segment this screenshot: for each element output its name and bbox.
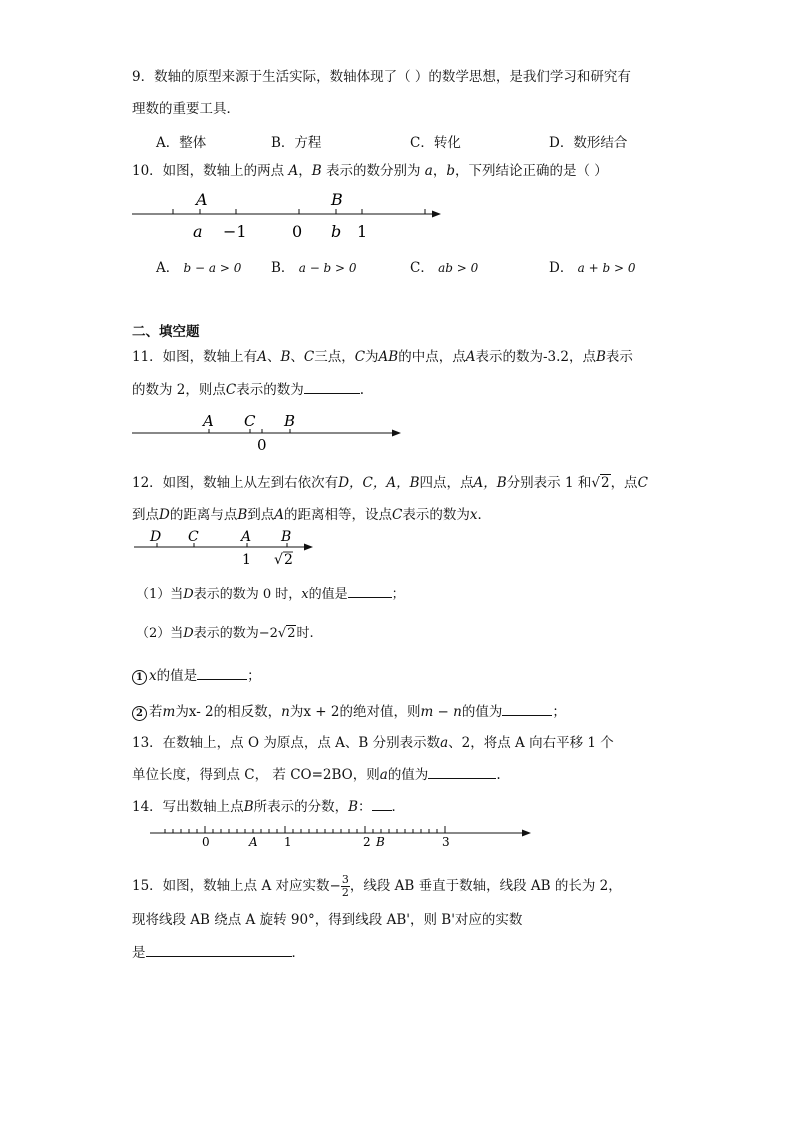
q15-answer-blank[interactable] (146, 943, 292, 957)
q12-item2: 2 若m为x- 2的相反数，n为x + 2的绝对值，则m − n的值为 ； (132, 702, 566, 721)
section-title-fill-in: 二、填空题 (132, 324, 200, 340)
q10-label-neg1: −1 (223, 222, 247, 241)
q10-option-a[interactable]: A． b − a > 0 (156, 260, 242, 276)
circled-number-1: 1 (132, 670, 147, 685)
q11-label-0: 0 (257, 436, 267, 454)
q14-answer-blank[interactable] (372, 797, 392, 811)
q12-item2-blank[interactable] (502, 702, 552, 716)
q9-option-b[interactable]: B．方程 (271, 135, 322, 151)
q14-label-A: A (249, 835, 258, 849)
q10-label-1: 1 (357, 222, 368, 241)
q9-option-d[interactable]: D．数形结合 (549, 135, 628, 151)
q12-label-B: B (281, 529, 292, 545)
q11-line2: 的数为 2，则点C表示的数为 . (132, 382, 365, 398)
q11-label-A: A (203, 412, 214, 430)
q9-line2: 理数的重要工具． (132, 101, 240, 117)
q12-sqrt2: √2 (591, 475, 610, 491)
q13-line1: 13．在数轴上，点 O 为原点，点 A、B 分别表示数a、2，将点 A 向右平移 1 个 (132, 735, 614, 751)
q15-line1: 15．如图，数轴上点 A 对应实数− $\frac{3}{2}$ ，线段 AB 垂直于数轴，线段 AB 的长为 2， (132, 873, 622, 899)
q10-option-c[interactable]: C． ab > 0 (410, 260, 479, 276)
q10-label-b: b (331, 222, 342, 241)
q12-label-D: D (150, 529, 162, 545)
q10-option-b[interactable]: B． a − b > 0 (271, 260, 357, 276)
q14-label-0: 0 (202, 835, 210, 849)
q14-label-3: 3 (442, 835, 450, 849)
q13-line2: 单位长度，得到点 C， 若 CO=2BO，则a的值为 . (132, 767, 501, 783)
q14-label-1: 1 (284, 835, 292, 849)
q14-label-B: B (376, 835, 385, 849)
q11-label-C: C (244, 412, 256, 430)
q12-label-C: C (188, 529, 199, 545)
q12-sub1: （1）当D表示的数为 0 时，x的值是 ； (136, 584, 405, 604)
q12-item1: 1 x的值是 ； (132, 666, 261, 685)
q11-label-B: B (284, 412, 296, 430)
q10-option-d[interactable]: D． a + b > 0 (549, 260, 636, 276)
q12-label-1: 1 (242, 552, 251, 568)
q12-sub2: （2）当D表示的数为−2√2时. (136, 626, 314, 641)
q9-option-c[interactable]: C．转化 (410, 135, 461, 151)
q11-answer-blank[interactable] (304, 380, 360, 394)
q14-label-2: 2 (363, 835, 371, 849)
q10-label-A: A (196, 190, 208, 209)
q10-label-0: 0 (292, 222, 303, 241)
q14-stem: 14．写出数轴上点B所表示的分数，B： ． (132, 799, 406, 815)
circled-number-2: 2 (132, 706, 147, 721)
q10-stem: 10．如图，数轴上的两点 A，B 表示的数分别为 a，b，下列结论正确的是（ ） (132, 163, 608, 179)
q12-sub1-blank[interactable] (348, 584, 392, 598)
q12-label-A: A (241, 529, 252, 545)
q12-item1-blank[interactable] (197, 666, 247, 680)
q10-label-a: a (193, 222, 203, 241)
q12-label-sqrt-symbol: √ (274, 552, 283, 568)
q12-line1: 12．如图，数轴上从左到右依次有D，C，A，B四点，点A，B分别表示 1 和√2，点C (132, 475, 648, 491)
q12-line2: 到点D的距离与点B到点A的距离相等，设点C表示的数为x． (132, 507, 491, 523)
q10-label-B: B (331, 190, 343, 209)
q12-label-sqrt: 2 (284, 552, 293, 568)
q15-line3: 是 ． (132, 945, 305, 961)
q9-line1: 9．数轴的原型来源于生活实际，数轴体现了（ ）的数学思想，是我们学习和研究有 (132, 69, 631, 85)
q15-fraction: $\frac{3}{2}$ (341, 873, 349, 899)
q13-answer-blank[interactable] (428, 765, 496, 779)
q9-option-a[interactable]: A．整体 (156, 135, 207, 151)
q11-line1: 11．如图，数轴上有A、B、C三点，C为AB的中点，点A表示的数为-3.2，点B表示 (132, 349, 633, 365)
q15-line2: 现将线段 AB 绕点 A 旋转 90°，得到线段 AB'，则 B'对应的实数 (132, 912, 523, 928)
